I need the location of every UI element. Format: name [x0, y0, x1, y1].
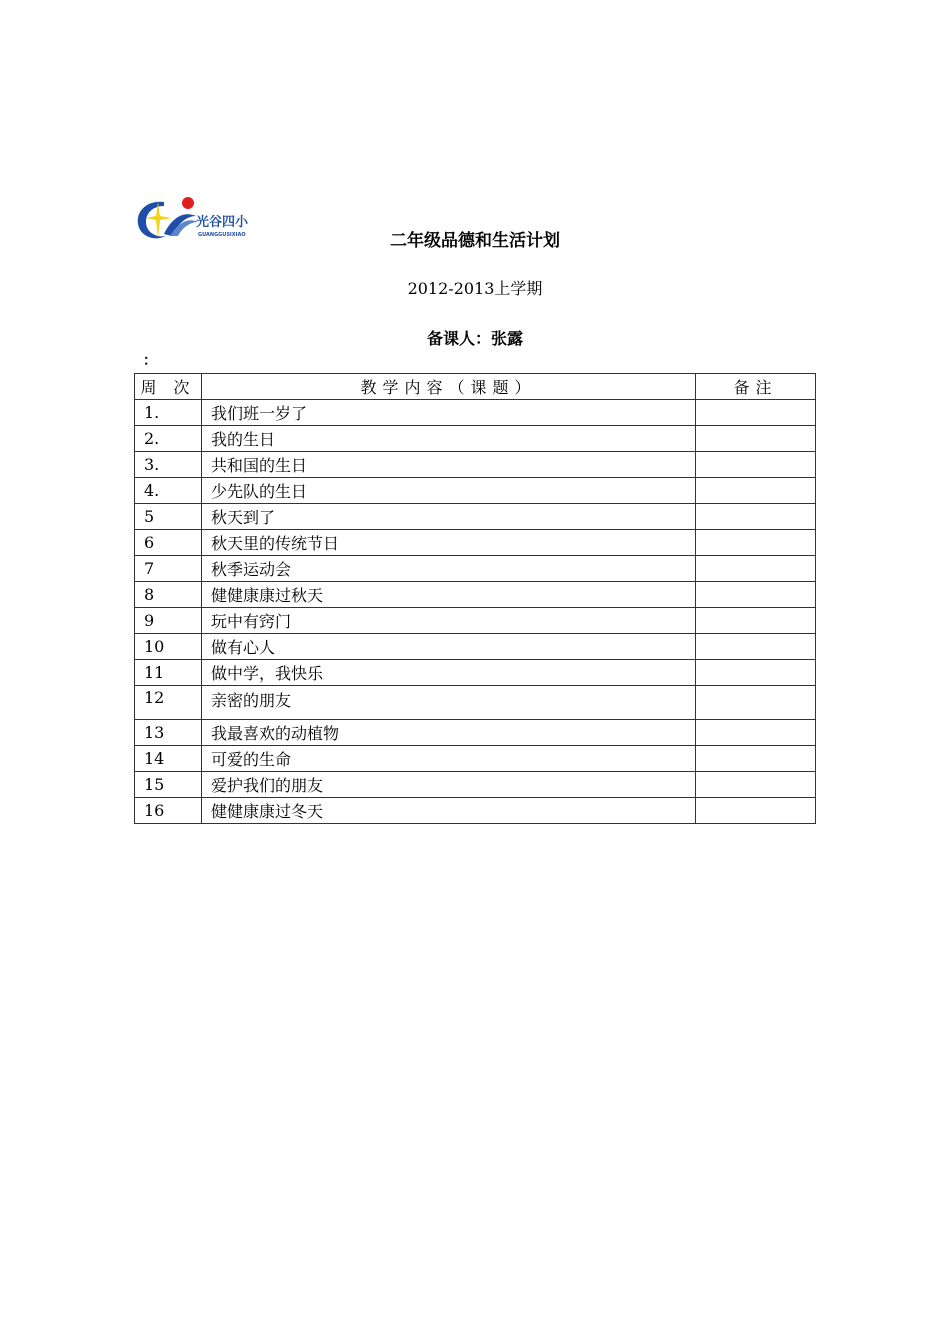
- content-cell: 做有心人: [202, 634, 696, 660]
- table-row: [135, 582, 816, 608]
- week-cell: 16: [135, 798, 202, 824]
- table-row: [135, 798, 816, 824]
- content-cell: 健健康康过冬天: [202, 798, 696, 824]
- week-cell: 10: [135, 634, 202, 660]
- content-cell: 秋天到了: [202, 504, 696, 530]
- notes-cell: [696, 660, 816, 686]
- notes-cell: [696, 530, 816, 556]
- term-label: 2012-2013上学期: [407, 279, 543, 298]
- week-cell: 9: [135, 608, 202, 634]
- notes-cell: [696, 426, 816, 452]
- table-row: [135, 556, 816, 582]
- document-title: 二年级品德和生活计划: [390, 231, 560, 251]
- content-cell: 秋天里的传统节日: [202, 530, 696, 556]
- content-cell: 玩中有窍门: [202, 608, 696, 634]
- notes-cell: [696, 720, 816, 746]
- notes-cell: [696, 686, 816, 720]
- svg-text:光谷四小: 光谷四小: [196, 215, 249, 230]
- week-cell: 11: [135, 660, 202, 686]
- table-row: [135, 746, 816, 772]
- table-row: [135, 720, 816, 746]
- teaching-plan-table: [134, 373, 816, 824]
- notes-cell: [696, 634, 816, 660]
- notes-cell: [696, 798, 816, 824]
- notes-cell: [696, 504, 816, 530]
- table-row: [135, 530, 816, 556]
- content-cell: 我的生日: [202, 426, 696, 452]
- week-cell: 12: [135, 686, 202, 720]
- content-cell: 亲密的朋友: [202, 686, 696, 720]
- header-notes: 备注: [696, 374, 816, 400]
- table-header-row: [135, 374, 816, 400]
- table-row: [135, 452, 816, 478]
- notes-cell: [696, 582, 816, 608]
- week-cell: 3.: [135, 452, 202, 478]
- table-row: [135, 660, 816, 686]
- table-row: [135, 478, 816, 504]
- content-cell: 我最喜欢的动植物: [202, 720, 696, 746]
- header-week: 周 次: [135, 374, 202, 400]
- content-cell: 我们班一岁了: [202, 400, 696, 426]
- content-cell: 爱护我们的朋友: [202, 772, 696, 798]
- stray-colon: ：: [143, 353, 157, 369]
- table-row: [135, 400, 816, 426]
- table-row: [135, 686, 816, 720]
- content-cell: 少先队的生日: [202, 478, 696, 504]
- week-cell: 7: [135, 556, 202, 582]
- content-cell: 做中学，我快乐: [202, 660, 696, 686]
- week-cell: 5: [135, 504, 202, 530]
- table-row: [135, 634, 816, 660]
- notes-cell: [696, 452, 816, 478]
- table-row: [135, 504, 816, 530]
- week-cell: 6: [135, 530, 202, 556]
- header-content: 教学内容（课题）: [202, 374, 696, 400]
- notes-cell: [696, 478, 816, 504]
- week-cell: 1.: [135, 400, 202, 426]
- content-cell: 可爱的生命: [202, 746, 696, 772]
- table-row: [135, 426, 816, 452]
- week-cell: 14: [135, 746, 202, 772]
- week-cell: 2.: [135, 426, 202, 452]
- content-cell: 秋季运动会: [202, 556, 696, 582]
- table-row: [135, 772, 816, 798]
- svg-text:GUANGGUSIXIAO: GUANGGUSIXIAO: [198, 232, 246, 238]
- week-cell: 13: [135, 720, 202, 746]
- content-cell: 共和国的生日: [202, 452, 696, 478]
- table-row: [135, 608, 816, 634]
- notes-cell: [696, 608, 816, 634]
- preparer-label: 备课人：张露: [426, 329, 523, 348]
- notes-cell: [696, 556, 816, 582]
- week-cell: 15: [135, 772, 202, 798]
- week-cell: 4.: [135, 478, 202, 504]
- notes-cell: [696, 772, 816, 798]
- week-cell: 8: [135, 582, 202, 608]
- notes-cell: [696, 746, 816, 772]
- content-cell: 健健康康过秋天: [202, 582, 696, 608]
- notes-cell: [696, 400, 816, 426]
